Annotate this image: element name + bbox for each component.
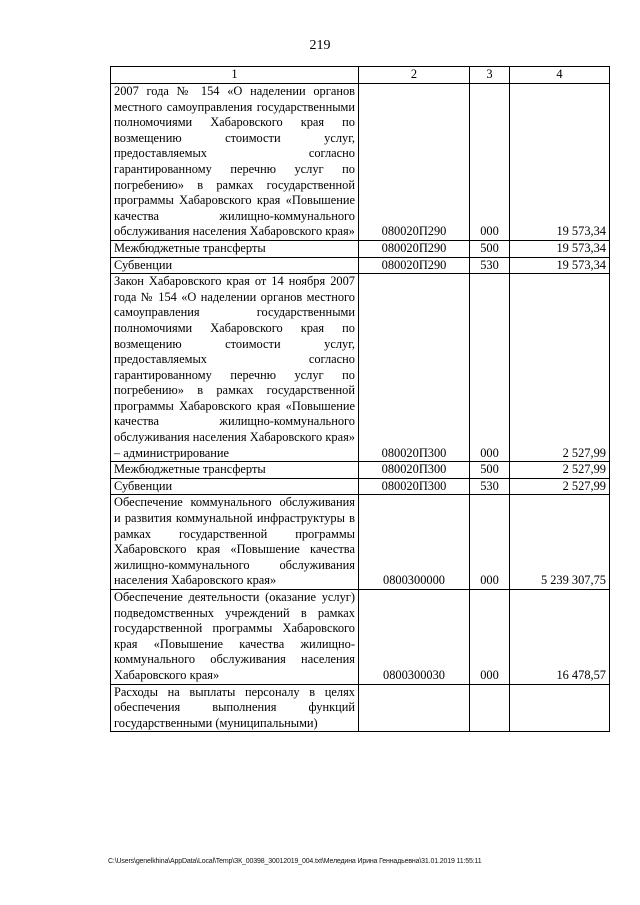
table-header-row <box>111 67 610 84</box>
row-expense-type <box>470 684 510 732</box>
table-row <box>111 478 610 495</box>
row-amount: 19 573,34 <box>510 257 610 274</box>
row-target-code: 080020П290 <box>359 84 470 241</box>
table-row <box>111 495 610 590</box>
column-header: 1 <box>111 67 359 84</box>
row-amount <box>510 684 610 732</box>
table-row <box>111 590 610 685</box>
row-expense-type: 530 <box>470 478 510 495</box>
row-description: Межбюджетные трансферты <box>111 462 359 479</box>
table-row <box>111 274 610 462</box>
row-target-code: 0800300030 <box>359 590 470 685</box>
column-header: 3 <box>470 67 510 84</box>
row-description: Межбюджетные трансферты <box>111 240 359 257</box>
row-expense-type: 530 <box>470 257 510 274</box>
row-description: Субвенции <box>111 257 359 274</box>
row-amount: 19 573,34 <box>510 84 610 241</box>
page-number: 219 <box>309 38 331 53</box>
row-target-code: 080020П290 <box>359 257 470 274</box>
table-row <box>111 684 610 732</box>
column-header: 4 <box>510 67 610 84</box>
row-expense-type: 000 <box>470 84 510 241</box>
row-description: Субвенции <box>111 478 359 495</box>
row-amount: 16 478,57 <box>510 590 610 685</box>
row-amount: 2 527,99 <box>510 274 610 462</box>
table-row <box>111 240 610 257</box>
row-description: Закон Хабаровского края от 14 ноября 2007 года № 154 «О наделении органов местного самоуправления государственными полномочиями Хабаровского края по возмещению стоимости услуг, предоставляемых согласно гарантированному перечню услуг по погребению» в рамках государственной программы Хабаровского края «Повышение качества жилищно-коммунального обслуживания населения Хабаровского края» – администрирование <box>111 274 359 462</box>
row-target-code: 0800300000 <box>359 495 470 590</box>
row-expense-type: 000 <box>470 274 510 462</box>
table-body <box>111 84 610 732</box>
table-row <box>111 462 610 479</box>
row-target-code <box>359 684 470 732</box>
file-path-footer: C:\Users\genelkhina\AppData\Local\Temp\ЗК_00398_30012019_004.txt\Меледина Ирина Геннадьевна\31.01.2019 11:55:11 <box>108 858 482 865</box>
row-expense-type: 500 <box>470 240 510 257</box>
row-expense-type: 000 <box>470 495 510 590</box>
row-description: Обеспечение коммунального обслуживания и развития коммунальной инфраструктуры в рамках государственной программы Хабаровского края «Повышение качества жилищно-коммунального обслуживания населения Хабаровского края» <box>111 495 359 590</box>
table-row <box>111 257 610 274</box>
table-row <box>111 84 610 241</box>
column-header: 2 <box>359 67 470 84</box>
budget-table <box>110 66 610 732</box>
row-description: 2007 года № 154 «О наделении органов местного самоуправления государственными полномочиями Хабаровского края по возмещению стоимости услуг, предоставляемых согласно гарантированному перечню услуг по погребению» в рамках государственной программы Хабаровского края «Повышение качества жилищно-коммунального обслуживания населения Хабаровского края» <box>111 84 359 241</box>
row-expense-type: 000 <box>470 590 510 685</box>
row-amount: 5 239 307,75 <box>510 495 610 590</box>
row-description: Обеспечение деятельности (оказание услуг) подведомственных учреждений в рамках государственной программы Хабаровского края «Повышение качества жилищно-коммунального обслуживания населения Хабаровского края» <box>111 590 359 685</box>
row-amount: 2 527,99 <box>510 462 610 479</box>
row-expense-type: 500 <box>470 462 510 479</box>
row-amount: 19 573,34 <box>510 240 610 257</box>
row-target-code: 080020П300 <box>359 274 470 462</box>
row-target-code: 080020П300 <box>359 478 470 495</box>
row-target-code: 080020П290 <box>359 240 470 257</box>
row-description: Расходы на выплаты персоналу в целях обеспечения выполнения функций государственными (муниципальными) <box>111 684 359 732</box>
row-amount: 2 527,99 <box>510 478 610 495</box>
row-target-code: 080020П300 <box>359 462 470 479</box>
